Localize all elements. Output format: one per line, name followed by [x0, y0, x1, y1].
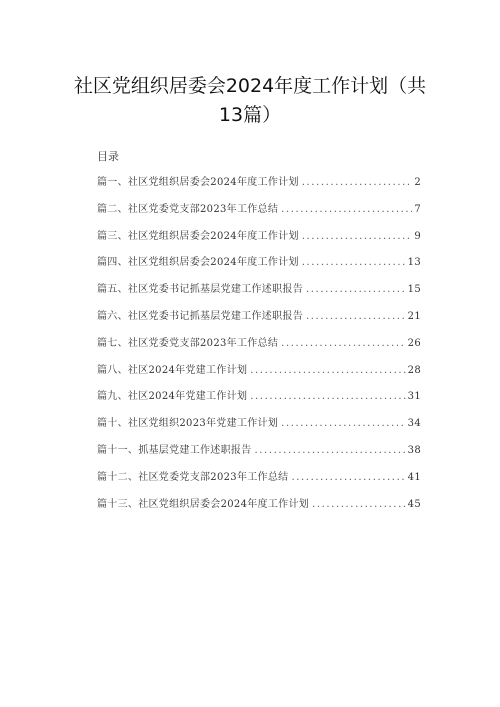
table-of-contents [97, 173, 421, 521]
toc-item-12[interactable] [97, 468, 421, 495]
toc-item-page: 2 [414, 177, 421, 188]
toc-leader-dots [281, 418, 406, 429]
toc-item-page: 7 [414, 203, 421, 215]
toc-item-2[interactable] [97, 200, 421, 227]
toc-item-4[interactable] [97, 253, 421, 280]
title-line-2: 13篇） [218, 104, 282, 126]
toc-item-page: 15 [407, 284, 421, 296]
toc-item-page: 26 [407, 337, 421, 349]
toc-item-11[interactable] [97, 441, 421, 468]
toc-item-label: 篇十三、社区党组织居委会2024年度工作计划 [97, 498, 310, 510]
toc-leader-dots [291, 472, 405, 483]
toc-item-label: 篇二、社区党委党支部2023年工作总结 [97, 203, 279, 215]
toc-leader-dots [281, 338, 406, 349]
toc-leader-dots [312, 499, 406, 510]
toc-item-page: 41 [407, 471, 421, 483]
toc-leader-dots [302, 257, 406, 268]
title-line-1: 社区党组织居委会2024年度工作计划（共 [73, 75, 427, 97]
toc-item-5[interactable] [97, 280, 421, 307]
toc-item-7[interactable] [97, 334, 421, 361]
toc-item-label: 篇一、社区党组织居委会2024年度工作计划 [97, 177, 299, 188]
toc-item-8[interactable] [97, 361, 421, 388]
toc-leader-dots [250, 391, 405, 402]
toc-leader-dots [302, 177, 413, 188]
toc-item-6[interactable] [97, 307, 421, 334]
toc-item-page: 31 [407, 391, 421, 403]
toc-item-1[interactable] [97, 173, 421, 200]
toc-item-page: 21 [407, 310, 421, 322]
toc-item-label: 篇八、社区2024年党建工作计划 [97, 364, 248, 376]
toc-item-label: 篇十二、社区党委党支部2023年工作总结 [97, 471, 289, 483]
toc-item-label: 篇十、社区党组织2023年党建工作计划 [97, 418, 279, 430]
toc-item-page: 9 [414, 230, 421, 242]
toc-item-label: 篇七、社区党委党支部2023年工作总结 [97, 337, 279, 349]
toc-item-13[interactable] [97, 495, 421, 522]
toc-item-page: 28 [407, 364, 421, 376]
toc-item-label: 篇六、社区党委书记抓基层党建工作述职报告 [97, 310, 303, 322]
toc-item-label: 篇五、社区党委书记抓基层党建工作述职报告 [97, 284, 303, 296]
toc-leader-dots [281, 204, 412, 215]
toc-leader-dots [306, 311, 406, 322]
document-title [60, 72, 440, 130]
toc-leader-dots [255, 445, 406, 456]
toc-item-3[interactable] [97, 227, 421, 254]
toc-item-page: 34 [407, 418, 421, 430]
toc-item-label: 篇四、社区党组织居委会2024年度工作计划 [97, 257, 299, 269]
toc-leader-dots [250, 365, 405, 376]
toc-item-9[interactable] [97, 387, 421, 414]
toc-heading: 目录 [97, 150, 119, 163]
toc-item-page: 13 [407, 257, 421, 269]
toc-item-label: 篇九、社区2024年党建工作计划 [97, 391, 248, 403]
toc-leader-dots [306, 284, 406, 295]
toc-item-page: 45 [407, 498, 421, 510]
toc-item-page: 38 [407, 444, 421, 456]
toc-leader-dots [302, 231, 413, 242]
toc-item-label: 篇三、社区党组织居委会2024年度工作计划 [97, 230, 299, 242]
toc-item-label: 篇十一、抓基层党建工作述职报告 [97, 444, 252, 456]
toc-item-10[interactable] [97, 414, 421, 441]
